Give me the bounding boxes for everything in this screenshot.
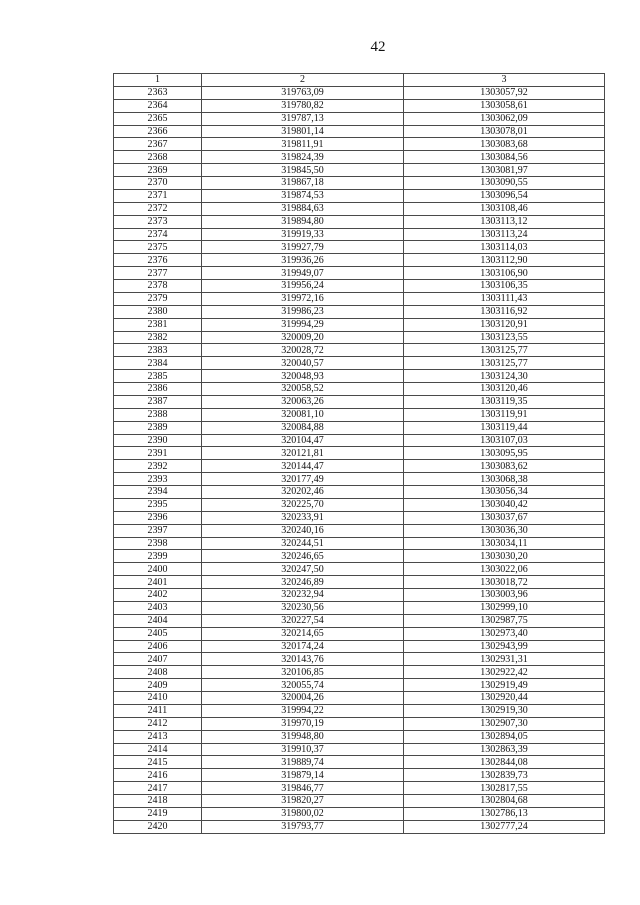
table-cell-col-1: 2399 xyxy=(114,550,202,563)
table-cell-col-3: 1302999,10 xyxy=(404,601,605,614)
table-cell-col-1: 2410 xyxy=(114,692,202,705)
table-cell-col-2: 320144,47 xyxy=(202,460,404,473)
table-cell-col-3: 1303119,35 xyxy=(404,395,605,408)
table-row xyxy=(114,717,605,730)
table-cell-col-1: 2409 xyxy=(114,679,202,692)
table-cell-col-1: 2380 xyxy=(114,305,202,318)
table-cell-col-1: 2369 xyxy=(114,164,202,177)
table-cell-col-1: 2366 xyxy=(114,125,202,138)
table-cell-col-3: 1303111,43 xyxy=(404,292,605,305)
table-cell-col-2: 320244,51 xyxy=(202,537,404,550)
table-row xyxy=(114,537,605,550)
table-cell-col-1: 2382 xyxy=(114,331,202,344)
table-row xyxy=(114,370,605,383)
table-row xyxy=(114,189,605,202)
table-row xyxy=(114,280,605,293)
table-cell-col-3: 1303083,68 xyxy=(404,138,605,151)
table-row xyxy=(114,756,605,769)
table-row xyxy=(114,511,605,524)
table-cell-col-2: 320230,56 xyxy=(202,601,404,614)
table-cell-col-1: 2402 xyxy=(114,589,202,602)
table-body xyxy=(114,86,605,833)
table-cell-col-2: 319787,13 xyxy=(202,112,404,125)
table-cell-col-3: 1303003,96 xyxy=(404,589,605,602)
table-row xyxy=(114,524,605,537)
table-cell-col-3: 1302804,68 xyxy=(404,795,605,808)
table-row xyxy=(114,241,605,254)
table-cell-col-2: 319949,07 xyxy=(202,267,404,280)
table-cell-col-1: 2388 xyxy=(114,408,202,421)
table-cell-col-2: 319994,22 xyxy=(202,704,404,717)
table-row xyxy=(114,807,605,820)
table-cell-col-1: 2404 xyxy=(114,614,202,627)
table-cell-col-2: 320225,70 xyxy=(202,498,404,511)
table-cell-col-1: 2414 xyxy=(114,743,202,756)
table-row xyxy=(114,589,605,602)
table-row xyxy=(114,692,605,705)
table-cell-col-1: 2418 xyxy=(114,795,202,808)
table-cell-col-2: 320040,57 xyxy=(202,357,404,370)
table-cell-col-1: 2376 xyxy=(114,254,202,267)
page-number: 42 xyxy=(370,39,386,55)
column-header-2: 2 xyxy=(202,74,404,87)
table-row xyxy=(114,627,605,640)
table-cell-col-1: 2384 xyxy=(114,357,202,370)
table-cell-col-3: 1303068,38 xyxy=(404,473,605,486)
table-cell-col-1: 2401 xyxy=(114,576,202,589)
table-cell-col-2: 319919,33 xyxy=(202,228,404,241)
table-cell-col-3: 1303119,91 xyxy=(404,408,605,421)
table-row xyxy=(114,305,605,318)
table-cell-col-2: 319820,27 xyxy=(202,795,404,808)
table-cell-col-3: 1303123,55 xyxy=(404,331,605,344)
table-row xyxy=(114,666,605,679)
table-cell-col-2: 319811,91 xyxy=(202,138,404,151)
column-header-1: 1 xyxy=(114,74,202,87)
table-row xyxy=(114,640,605,653)
table-cell-col-2: 320174,24 xyxy=(202,640,404,653)
table-cell-col-2: 319972,16 xyxy=(202,292,404,305)
table-row xyxy=(114,228,605,241)
table-cell-col-1: 2392 xyxy=(114,460,202,473)
table-cell-col-2: 319874,53 xyxy=(202,189,404,202)
table-cell-col-2: 320227,54 xyxy=(202,614,404,627)
table-cell-col-1: 2397 xyxy=(114,524,202,537)
table-cell-col-2: 319793,77 xyxy=(202,820,404,833)
table-cell-col-2: 319910,37 xyxy=(202,743,404,756)
table-cell-col-3: 1303106,35 xyxy=(404,280,605,293)
table-row xyxy=(114,254,605,267)
table-cell-col-3: 1302817,55 xyxy=(404,782,605,795)
table-cell-col-3: 1303062,09 xyxy=(404,112,605,125)
table-cell-col-2: 320009,20 xyxy=(202,331,404,344)
table-cell-col-3: 1302839,73 xyxy=(404,769,605,782)
table-cell-col-3: 1303125,77 xyxy=(404,344,605,357)
table-cell-col-2: 320106,85 xyxy=(202,666,404,679)
table-cell-col-3: 1303113,12 xyxy=(404,215,605,228)
table-cell-col-2: 320247,50 xyxy=(202,563,404,576)
table-cell-col-1: 2386 xyxy=(114,383,202,396)
table-row xyxy=(114,383,605,396)
table-cell-col-3: 1303037,67 xyxy=(404,511,605,524)
table-cell-col-1: 2400 xyxy=(114,563,202,576)
table-cell-col-3: 1302987,75 xyxy=(404,614,605,627)
table-cell-col-1: 2398 xyxy=(114,537,202,550)
table-cell-col-2: 319780,82 xyxy=(202,99,404,112)
table-cell-col-1: 2390 xyxy=(114,434,202,447)
table-cell-col-3: 1302844,08 xyxy=(404,756,605,769)
table-cell-col-2: 319956,24 xyxy=(202,280,404,293)
table-cell-col-3: 1303081,97 xyxy=(404,164,605,177)
table-cell-col-3: 1303057,92 xyxy=(404,86,605,99)
table-cell-col-3: 1303040,42 xyxy=(404,498,605,511)
table-cell-col-3: 1302919,49 xyxy=(404,679,605,692)
table-cell-col-2: 319800,02 xyxy=(202,807,404,820)
table-cell-col-2: 320084,88 xyxy=(202,421,404,434)
table-cell-col-3: 1303120,91 xyxy=(404,318,605,331)
coordinates-table xyxy=(113,73,605,834)
table-cell-col-1: 2408 xyxy=(114,666,202,679)
table-row xyxy=(114,86,605,99)
table-cell-col-1: 2363 xyxy=(114,86,202,99)
table-cell-col-3: 1303096,54 xyxy=(404,189,605,202)
table-cell-col-1: 2412 xyxy=(114,717,202,730)
table-cell-col-3: 1302920,44 xyxy=(404,692,605,705)
table-cell-col-3: 1303107,03 xyxy=(404,434,605,447)
table-cell-col-3: 1302863,39 xyxy=(404,743,605,756)
table-cell-col-3: 1303078,01 xyxy=(404,125,605,138)
table-row xyxy=(114,267,605,280)
table-cell-col-1: 2374 xyxy=(114,228,202,241)
table-cell-col-3: 1303112,90 xyxy=(404,254,605,267)
table-cell-col-2: 319763,09 xyxy=(202,86,404,99)
table-cell-col-1: 2381 xyxy=(114,318,202,331)
table-cell-col-1: 2379 xyxy=(114,292,202,305)
table-cell-col-1: 2367 xyxy=(114,138,202,151)
table-cell-col-3: 1303022,06 xyxy=(404,563,605,576)
table-cell-col-1: 2368 xyxy=(114,151,202,164)
table-cell-col-2: 320214,65 xyxy=(202,627,404,640)
table-row xyxy=(114,215,605,228)
table-cell-col-1: 2377 xyxy=(114,267,202,280)
table-row xyxy=(114,820,605,833)
table-cell-col-2: 319936,26 xyxy=(202,254,404,267)
table-row xyxy=(114,357,605,370)
table-cell-col-2: 320121,81 xyxy=(202,447,404,460)
table-cell-col-3: 1302919,30 xyxy=(404,704,605,717)
table-row xyxy=(114,421,605,434)
table-row xyxy=(114,99,605,112)
table-cell-col-2: 319801,14 xyxy=(202,125,404,138)
table-cell-col-1: 2387 xyxy=(114,395,202,408)
table-cell-col-2: 319845,50 xyxy=(202,164,404,177)
table-row xyxy=(114,151,605,164)
table-row xyxy=(114,601,605,614)
table-row xyxy=(114,125,605,138)
table-cell-col-3: 1303018,72 xyxy=(404,576,605,589)
table-cell-col-1: 2405 xyxy=(114,627,202,640)
table-row xyxy=(114,460,605,473)
table-row xyxy=(114,782,605,795)
table-cell-col-1: 2419 xyxy=(114,807,202,820)
table-row xyxy=(114,202,605,215)
table-cell-col-3: 1303116,92 xyxy=(404,305,605,318)
table-row xyxy=(114,447,605,460)
table-row xyxy=(114,769,605,782)
table-cell-col-2: 320081,10 xyxy=(202,408,404,421)
table-cell-col-2: 319867,18 xyxy=(202,177,404,190)
table-cell-col-2: 320063,26 xyxy=(202,395,404,408)
header-row xyxy=(114,74,605,87)
table-cell-col-1: 2364 xyxy=(114,99,202,112)
table-cell-col-2: 319846,77 xyxy=(202,782,404,795)
table-row xyxy=(114,292,605,305)
table-cell-col-2: 319879,14 xyxy=(202,769,404,782)
table-cell-col-2: 319927,79 xyxy=(202,241,404,254)
table-cell-col-3: 1303090,55 xyxy=(404,177,605,190)
table-header xyxy=(114,74,605,87)
table-cell-col-3: 1302786,13 xyxy=(404,807,605,820)
table-cell-col-1: 2385 xyxy=(114,370,202,383)
table-cell-col-1: 2365 xyxy=(114,112,202,125)
table-row xyxy=(114,486,605,499)
table-row xyxy=(114,679,605,692)
table-row xyxy=(114,743,605,756)
table-row xyxy=(114,704,605,717)
table-row xyxy=(114,318,605,331)
table-cell-col-2: 320232,94 xyxy=(202,589,404,602)
table-cell-col-3: 1303120,46 xyxy=(404,383,605,396)
table-cell-col-2: 319986,23 xyxy=(202,305,404,318)
table-cell-col-1: 2389 xyxy=(114,421,202,434)
table-cell-col-2: 320143,76 xyxy=(202,653,404,666)
table-cell-col-2: 320240,16 xyxy=(202,524,404,537)
table-cell-col-1: 2373 xyxy=(114,215,202,228)
table-cell-col-3: 1303056,34 xyxy=(404,486,605,499)
table-row xyxy=(114,653,605,666)
table-row xyxy=(114,112,605,125)
table-cell-col-1: 2407 xyxy=(114,653,202,666)
table-cell-col-2: 320028,72 xyxy=(202,344,404,357)
table-cell-col-3: 1302931,31 xyxy=(404,653,605,666)
table-cell-col-1: 2420 xyxy=(114,820,202,833)
table-cell-col-2: 320055,74 xyxy=(202,679,404,692)
table-row xyxy=(114,408,605,421)
table-cell-col-3: 1303113,24 xyxy=(404,228,605,241)
table-cell-col-1: 2395 xyxy=(114,498,202,511)
table-cell-col-2: 320246,89 xyxy=(202,576,404,589)
table-cell-col-2: 319948,80 xyxy=(202,730,404,743)
table-row xyxy=(114,434,605,447)
table-cell-col-2: 320048,93 xyxy=(202,370,404,383)
table-cell-col-3: 1303058,61 xyxy=(404,99,605,112)
table-cell-col-3: 1303084,56 xyxy=(404,151,605,164)
table-cell-col-3: 1303034,11 xyxy=(404,537,605,550)
table-cell-col-1: 2375 xyxy=(114,241,202,254)
table-row xyxy=(114,730,605,743)
table-cell-col-2: 320004,26 xyxy=(202,692,404,705)
table-cell-col-3: 1303095,95 xyxy=(404,447,605,460)
table-cell-col-3: 1302943,99 xyxy=(404,640,605,653)
table-cell-col-1: 2406 xyxy=(114,640,202,653)
column-header-3: 3 xyxy=(404,74,605,87)
table-cell-col-3: 1302973,40 xyxy=(404,627,605,640)
table-cell-col-1: 2411 xyxy=(114,704,202,717)
table-cell-col-1: 2403 xyxy=(114,601,202,614)
table-cell-col-2: 320177,49 xyxy=(202,473,404,486)
table-cell-col-2: 319824,39 xyxy=(202,151,404,164)
table-row xyxy=(114,177,605,190)
table-cell-col-1: 2383 xyxy=(114,344,202,357)
table-cell-col-3: 1303108,46 xyxy=(404,202,605,215)
table-cell-col-3: 1303119,44 xyxy=(404,421,605,434)
table-cell-col-1: 2394 xyxy=(114,486,202,499)
table-cell-col-3: 1303125,77 xyxy=(404,357,605,370)
table-cell-col-2: 319889,74 xyxy=(202,756,404,769)
table-cell-col-3: 1303036,30 xyxy=(404,524,605,537)
table-cell-col-1: 2391 xyxy=(114,447,202,460)
table-row xyxy=(114,576,605,589)
table-row xyxy=(114,344,605,357)
table-row xyxy=(114,498,605,511)
table-cell-col-2: 320104,47 xyxy=(202,434,404,447)
table-row xyxy=(114,331,605,344)
table-cell-col-1: 2393 xyxy=(114,473,202,486)
table-cell-col-2: 320202,46 xyxy=(202,486,404,499)
table-row xyxy=(114,164,605,177)
table-cell-col-3: 1303124,30 xyxy=(404,370,605,383)
table-cell-col-3: 1303106,90 xyxy=(404,267,605,280)
table-cell-col-2: 319970,19 xyxy=(202,717,404,730)
table-row xyxy=(114,138,605,151)
table-row xyxy=(114,795,605,808)
table-cell-col-1: 2370 xyxy=(114,177,202,190)
table-cell-col-2: 320233,91 xyxy=(202,511,404,524)
table-cell-col-3: 1303030,20 xyxy=(404,550,605,563)
table-cell-col-3: 1302922,42 xyxy=(404,666,605,679)
table-cell-col-2: 320058,52 xyxy=(202,383,404,396)
table-cell-col-2: 319894,80 xyxy=(202,215,404,228)
table-cell-col-1: 2415 xyxy=(114,756,202,769)
table-cell-col-3: 1303083,62 xyxy=(404,460,605,473)
table-row xyxy=(114,614,605,627)
table-cell-col-2: 319994,29 xyxy=(202,318,404,331)
table-cell-col-1: 2413 xyxy=(114,730,202,743)
table-cell-col-2: 319884,63 xyxy=(202,202,404,215)
table-cell-col-1: 2416 xyxy=(114,769,202,782)
table-row xyxy=(114,473,605,486)
table-cell-col-3: 1302907,30 xyxy=(404,717,605,730)
table-cell-col-1: 2396 xyxy=(114,511,202,524)
table-cell-col-1: 2378 xyxy=(114,280,202,293)
table-row xyxy=(114,563,605,576)
table-cell-col-1: 2371 xyxy=(114,189,202,202)
table-cell-col-2: 320246,65 xyxy=(202,550,404,563)
table-cell-col-1: 2417 xyxy=(114,782,202,795)
table-row xyxy=(114,395,605,408)
table-cell-col-3: 1303114,03 xyxy=(404,241,605,254)
table-row xyxy=(114,550,605,563)
table-cell-col-1: 2372 xyxy=(114,202,202,215)
table-cell-col-3: 1302777,24 xyxy=(404,820,605,833)
table-cell-col-3: 1302894,05 xyxy=(404,730,605,743)
